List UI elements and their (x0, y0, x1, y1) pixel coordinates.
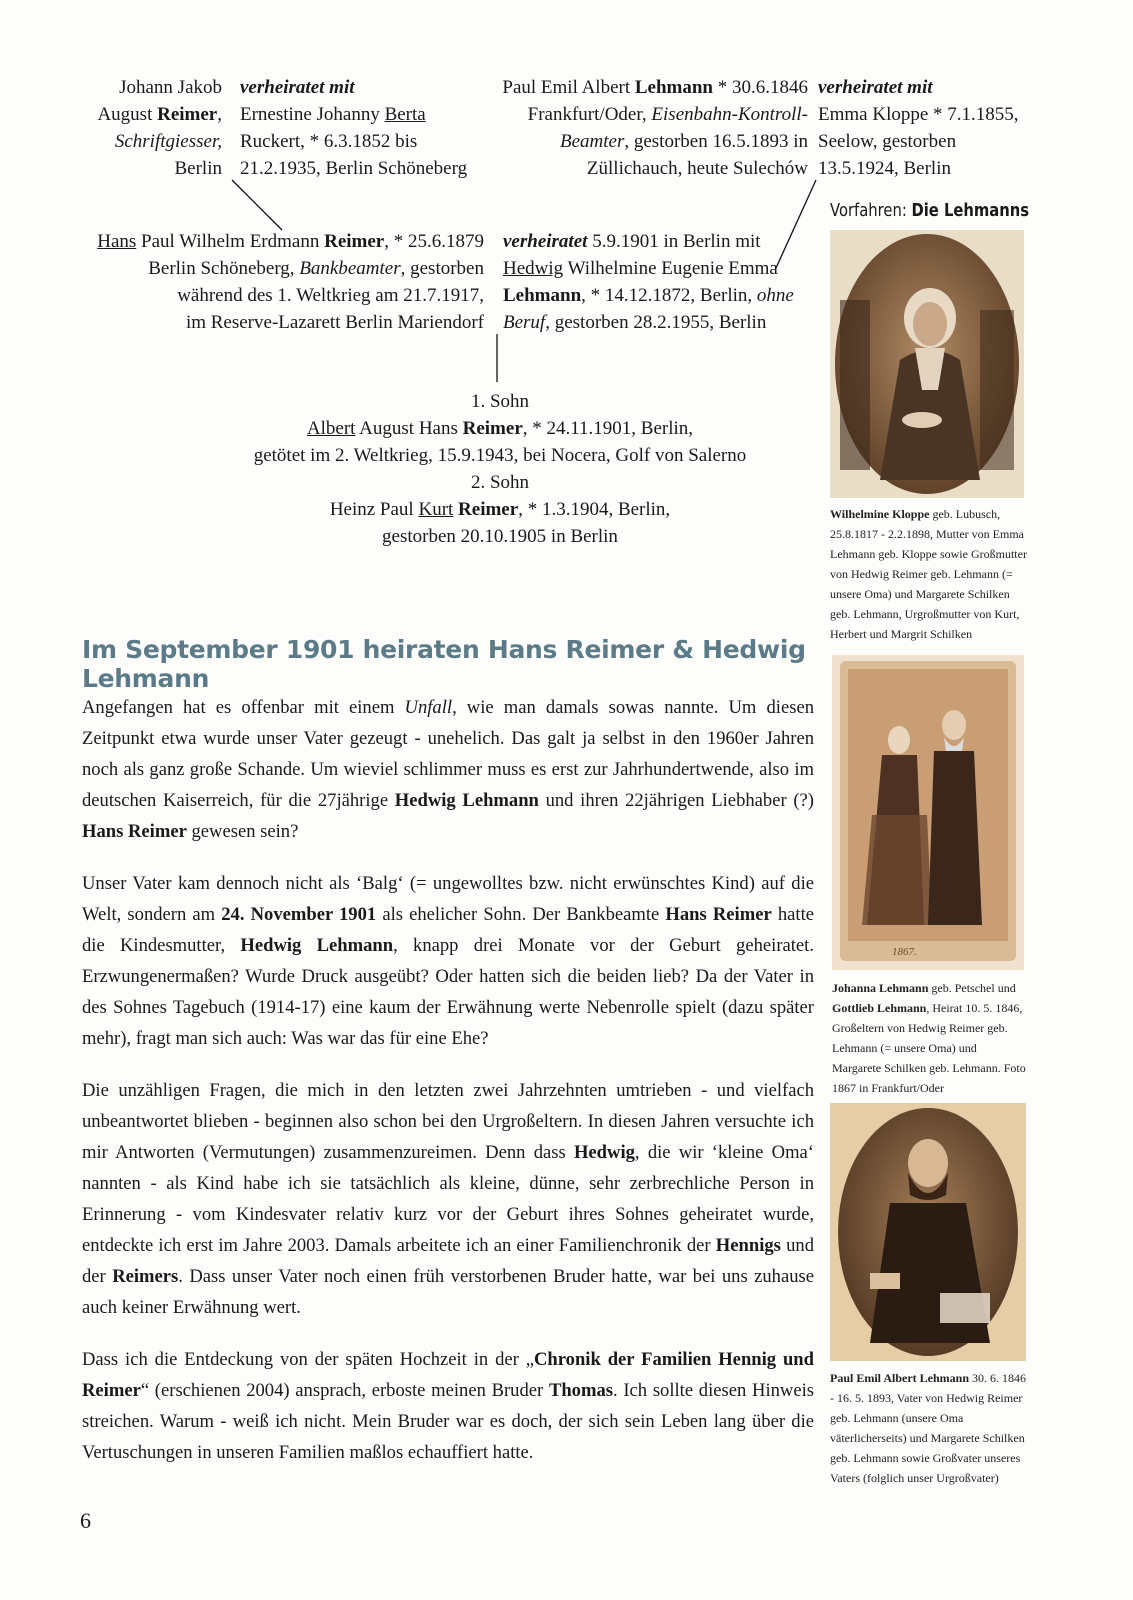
paul-lehmann-caption: Paul Emil Albert Lehmann 30. 6. 1846 - 16. 5. 1893, Vater von Hedwig Reimer geb. Lehmann (unsere Oma väterlicherseits) und Margarete Schilken geb. Lehmann sowie Großvater unseres Vaters (folglich unser Urgroßvater) (830, 1371, 1027, 1485)
reimer-to-hans-line (232, 180, 282, 230)
johanna-gottlieb-lehmann-photo (832, 655, 1024, 970)
hans-line-4: im Reserve-Lazarett Berlin Mariendorf (185, 312, 484, 333)
kloppe-line-3: 13.5.1924, Berlin (818, 158, 951, 179)
article-paragraph-2: Unser Vater kam dennoch nicht als ‘Balg‘ (= ungewolltes bzw. nicht erwünschtes Kind) auf die Welt, sondern am 24. November 1901 als ehelicher Sohn. Der Bankbeamte Hans Reimer hatte die Kindesmutter, Hedwig Lehmann, knapp drei Monate vor der Geburt geheiratet. Erzwungenermaßen? Wurde Druck ausgeübt? Oder hatten sich die beiden lieb? Da der Vater in des Sohnes Tagebuch (1914-17) eine kaum der Erwähnung werte Nebenrolle spielt (dazu später mehr), fragt man sich auch: Was war das für eine Ehe? (82, 873, 814, 1049)
son2-label: 2. Sohn (470, 472, 530, 493)
lehmann-line-4: Züllichauch, heute Sulechów (586, 158, 808, 179)
photo-year-mark: 1867. (892, 946, 917, 958)
hedwig-line-4: Beruf, gestorben 28.2.1955, Berlin (503, 312, 767, 333)
wilhelmine-kloppe-caption: Wilhelmine Kloppe geb. Lubusch, 25.8.1817 - 2.2.1898, Mutter von Emma Lehmann geb. Kloppe sowie Großmutter von Hedwig Reimer geb. Lehmann (= unsere Oma) und Margarete Schilken geb. Lehmann, Urgroßmutter von Kurt, Herbert und Margrit Schilken (830, 507, 1027, 641)
reimer-name-line-4: Berlin (174, 158, 222, 179)
gottlieb-lehmann-name: Gottlieb Lehmann (832, 1001, 927, 1015)
hans-reimer-block (70, 228, 484, 336)
lehmann-married-label: verheiratet mit (818, 77, 933, 98)
lehmann-line-3: Beamter, gestorben 16.5.1893 in (559, 131, 808, 152)
man-portrait-illustration (830, 1103, 1026, 1361)
paul-lehmann-name: Paul Emil Albert Lehmann (830, 1371, 970, 1385)
reimer-name-line-3: Schriftgiesser, (114, 131, 222, 152)
wilhelmine-kloppe-name: Wilhelmine Kloppe (830, 507, 930, 521)
article-paragraph-4: Dass ich die Entdeckung von der späten Hochzeit in der „Chronik der Familien Hennig und Reimer“ (erschienen 2004) ansprach, erboste meinen Bruder Thomas. Ich sollte diesen Hinweis streichen. Warum - weiß ich nicht. Mein Bruder war es doch, der sich sein Leben lang über die Vertuschungen in unseren Familien maßlos echauffiert hatte. (82, 1349, 814, 1463)
page-number: 6 (80, 1508, 91, 1533)
kloppe-line-1: Emma Kloppe * 7.1.1855, (818, 104, 1019, 125)
johanna-lehmann-name: Johanna Lehmann (832, 981, 929, 995)
wilhelmine-kloppe-photo (830, 230, 1024, 498)
son1-death: getötet im 2. Weltkrieg, 15.9.1943, bei Nocera, Golf von Salerno (253, 445, 747, 466)
lehmann-line-2: Frankfurt/Oder, Eisenbahn-Kontroll- (527, 104, 808, 125)
paul-emil-albert-lehmann-photo (830, 1103, 1026, 1361)
reimer-name-line-1: Johann Jakob (119, 77, 222, 98)
reimer-name-line-2: August Reimer, (97, 104, 222, 125)
berta-line-1: Ernestine Johanny Berta (240, 104, 426, 125)
son1-label: 1. Sohn (470, 391, 530, 412)
sidebar-title: Vorfahren: Die Lehmanns (830, 200, 1030, 221)
kloppe-line-2: Seelow, gestorben (818, 131, 957, 152)
article-heading: Im September 1901 heiraten Hans Reimer & Hedwig Lehmann (82, 635, 806, 693)
article-paragraph-1: Angefangen hat es offenbar mit einem Unfall, wie man damals sowas nannte. Um diesen Zeitpunkt etwa wurde unser Vater gezeugt - unehelich. Das galt ja selbst in den 1960er Jahren noch als ganz große Schande. Um wieviel schlimmer muss es erst zur Jahrhundertwende, also im deutschen Kaiserreich, für die 27jährige Hedwig Lehmann und ihren 22jährigen Liebhaber (?) Hans Reimer gewesen sein? (82, 697, 814, 842)
hans-line-2: Berlin Schöneberg, Bankbeamter, gestorben (148, 258, 484, 279)
lehmann-line-1: Paul Emil Albert Lehmann * 30.6.1846 (502, 77, 808, 98)
son2-name: Heinz Paul Kurt Reimer, * 1.3.1904, Berlin, (329, 499, 671, 520)
hans-line-3: während des 1. Weltkrieg am 21.7.1917, (177, 285, 484, 306)
johanna-gottlieb-caption: Johanna Lehmann geb. Petschel und Gottlieb Lehmann, Heirat 10. 5. 1846, Großeltern von Hedwig Reimer geb. Lehmann (= unsere Oma) und Margarete Schilken geb. Lehmann. Foto 1867 in Frankfurt/Oder (832, 981, 1026, 1095)
hedwig-line-2: Hedwig Wilhelmine Eugenie Emma (503, 258, 778, 279)
son2-death: gestorben 20.10.1905 in Berlin (382, 526, 618, 547)
hans-line-1: Hans Paul Wilhelm Erdmann Reimer, * 25.6.1879 (97, 231, 484, 252)
son1-name: Albert August Hans Reimer, * 24.11.1901, Berlin, (306, 418, 694, 439)
hedwig-lehmann-block (503, 228, 823, 336)
children-block (200, 388, 800, 550)
reimer-married-label: verheiratet mit (240, 77, 355, 98)
hedwig-line-1: verheiratet 5.9.1901 in Berlin mit (503, 231, 761, 252)
portrait-illustration (830, 230, 1024, 498)
hedwig-line-3: Lehmann, * 14.12.1872, Berlin, ohne (503, 285, 794, 306)
berta-line-2: Ruckert, * 6.3.1852 bis (240, 131, 418, 152)
berta-line-3: 21.2.1935, Berlin Schöneberg (240, 158, 468, 179)
couple-portrait-illustration (832, 655, 1024, 970)
article-paragraph-3: Die unzähligen Fragen, die mich in den letzten zwei Jahrzehnten umtrieben - und vielfach unbeantwortet blieben - beginnen also schon bei den Urgroßeltern. In diesen Jahren versuchte ich mir Antworten (Vermutungen) zusammenzureimen. Denn dass Hedwig, die wir ‘kleine Oma‘ nannten - als Kind habe ich sie tatsächlich als kleine, dünne, sehr zerbrechliche Person in Erinnerung - vom Kindesvater relativ kurz vor der Geburt ihres Sohnes geheiratet wurde, entdeckte ich erst im Jahre 2003. Damals arbeitete ich an einer Familienchronik der Hennigs und der Reimers. Dass unser Vater noch einen früh verstorbenen Bruder hatte, war bei uns zuhause auch keiner Erwähnung wert. (82, 1080, 815, 1318)
